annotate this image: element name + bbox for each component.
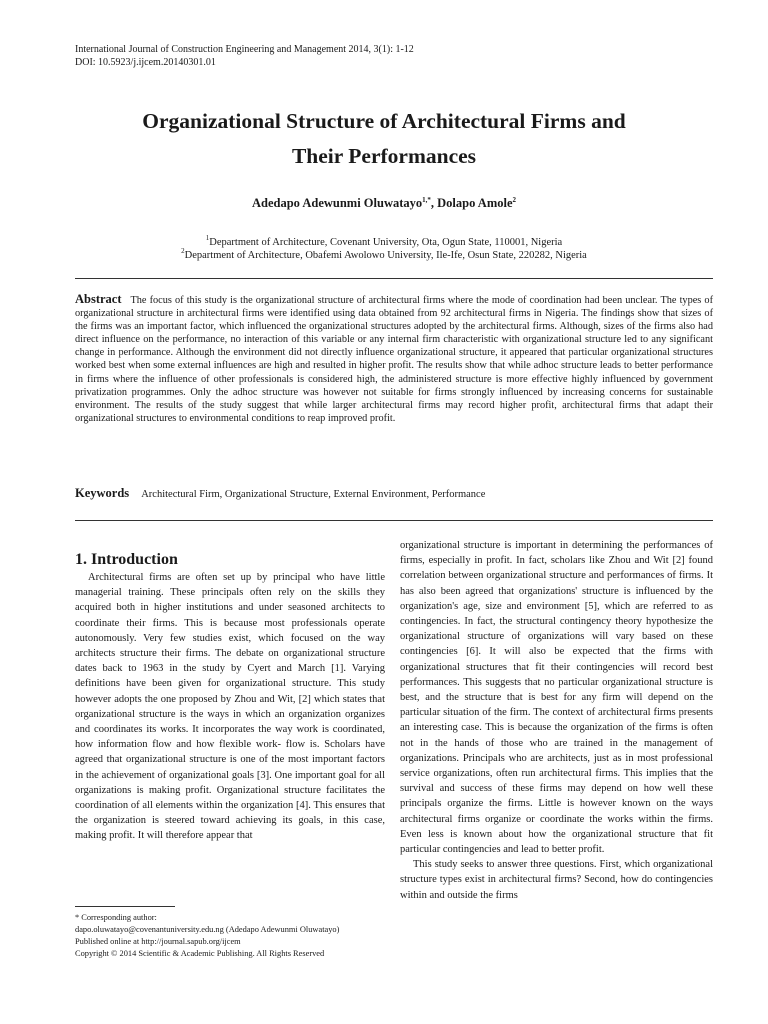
footnote — [75, 912, 395, 960]
footnote-divider — [75, 906, 175, 907]
copyright: Copyright © 2014 Scientific & Academic Publishing. All Rights Reserved — [75, 949, 325, 958]
abstract-divider — [75, 520, 713, 521]
keywords — [75, 486, 713, 502]
author-2-affil-mark: 2 — [512, 196, 517, 204]
journal-citation: International Journal of Construction Engineering and Management 2014, 3(1): 1-12 — [75, 44, 414, 55]
abstract — [75, 293, 713, 425]
author-1-affil-mark: 1,* — [422, 196, 431, 204]
title-line-2: Their Performances — [291, 144, 477, 168]
author-separator: , — [430, 196, 438, 210]
abstract-heading: Abstract — [75, 292, 122, 306]
left-column — [75, 550, 385, 844]
corresponding-author-email: dapo.oluwatayo@covenantuniversity.edu.ng (Adedapo Adewunmi Oluwatayo) — [75, 925, 340, 934]
published-online: Published online at http://journal.sapub.org/ijcem — [75, 937, 241, 946]
intro-paragraph-2: organizational structure is important in determining the performances of firms, especially in profit. In fact, scholars like Zhou and Wit [2] found correlation between organizational structure and performances of firms. It has also been agreed that organizations' structure is influenced by the organization's age, size and environment [5], which are referred to as contingencies. In fact, the structural contingency theory hypothesize the organizational structure of organizations will vary based on these contingencies [6]. It will also be expected that the firms with organizational structures that fit their contingencies will record best performances. This suggests that no particular organizational structure is best, and the structure that is best for any firm will depend on the particular situation of the firm. The context of architectural firms presents an interesting case. This is because the organization of the firms is often not in the hands of those who are trained in the management of organizations. Principals who are architects, just as in most professional service organizations, often run architectural firms. This implies that the survival and success of these firms may depend on how well these principals organize the firms. Little is however known on the ways architectural firms organize or coordinate the works within the firms. Even less is known about how the organizational structure that fit particular contingencies and lead to better profit. — [400, 540, 713, 856]
affiliation-1-text: Department of Architecture, Covenant University, Ota, Ogun State, 110001, Nigeria — [209, 237, 563, 248]
affiliation-2 — [0, 249, 768, 262]
affiliation-2-text: Department of Architecture, Obafemi Awolowo University, Ile-Ife, Osun State, 220282, Nigeria — [184, 250, 587, 261]
intro-paragraph-3: This study seeks to answer three questions. First, which organizational structure types exist in architectural firms? Second, how do contingencies within and outside the firms — [400, 859, 713, 901]
affiliation-1 — [0, 236, 768, 249]
author-2: Dolapo Amole — [437, 196, 513, 210]
keywords-text: Architectural Firm, Organizational Structure, External Environment, Performance — [141, 489, 486, 500]
section-title: 1. Introduction — [75, 551, 178, 568]
corresponding-author-label: * Corresponding author: — [75, 913, 157, 922]
doi: DOI: 10.5923/j.ijcem.20140301.01 — [75, 57, 216, 68]
affiliation-2-mark: 2 — [181, 247, 185, 255]
journal-header — [75, 43, 414, 69]
paper-title — [60, 104, 708, 174]
right-column — [400, 538, 713, 903]
affiliation-1-mark: 1 — [205, 234, 210, 242]
authors — [0, 196, 768, 211]
author-1: Adedapo Adewunmi Oluwatayo — [251, 196, 423, 210]
title-line-1: Organizational Structure of Architectural Firms and — [142, 109, 626, 133]
header-divider — [75, 278, 713, 279]
affiliations — [0, 236, 768, 262]
abstract-text: The focus of this study is the organizational structure of architectural firms where the mode of coordination had been unclear. The types of organizational structure in architectural firms were identified using data obtained from 92 architectural firms in Nigeria. The findings show that sizes of the firms was an important factor, which influenced the organizational structures adopted by the architectural firms. Although, sizes of the firms also had direct influence on the performance, no interaction of this variable or any internal firm characteristic with organizational structure led to any significant change in performance. Although the environment did not directly influence organizational structure, it appeared that particular organizational structures worked best when some external influences are high and resulted in higher profit. The results show that while adhoc structure leads to better performance in firms where the influence of other professionals is considered high, the administered structure is more effective highly influenced by government privatization programmes. Only the adhoc structure was however not suitable for firms strongly influenced by increasing concerns for sustainable environment. The results of the study suggest that while larger architectural firms may record higher profit, architectural firms that adapt their organizational structures to environmental conditions to reap improved profit. — [75, 295, 713, 424]
keywords-heading: Keywords — [75, 486, 130, 500]
intro-paragraph-1: Architectural firms are often set up by principal who have little managerial training. These principals often rely on the skills they acquired both in higher institutions and under seasoned architects to coordinate their firms. This is because most professionals operate autonomously. Very few studies exist, which focused on the way architects structure their firms. The debate on organizational structure dates back to 1963 in the study by Cyert and March [1]. Varying definitions have been given for organizational structure. This study however adopts the one proposed by Zhou and Wit, [2] which states that organizational structure is the ways in which an organization organizes and coordinates its works. It incorporates the way work is coordinated, how information flow and how flexible work- flow is. Scholars have agreed that organizational structure is one of the most important factors in the achievement of organizational goals [3]. One important goal for all organizations is making profit. Organizational structure facilitates the coordination of all elements within the organization [4]. This ensures that the organization is steered toward achieving its goals, in this case, making profit. It will therefore appear that — [75, 572, 385, 842]
